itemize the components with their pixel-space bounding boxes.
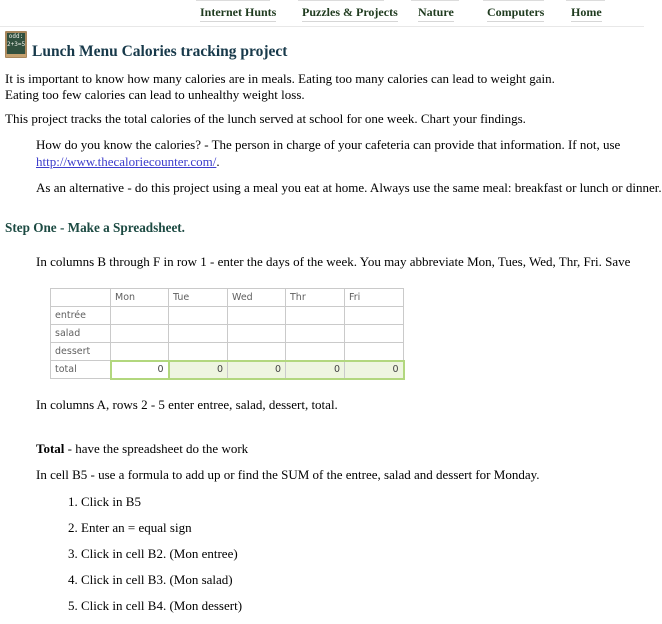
sheet-cell (345, 343, 404, 361)
intro-paragraph-2: This project tracks the total calories of the lunch served at school for one week. Chart your findings. (5, 111, 526, 126)
sheet-col-fri: Fri (345, 289, 404, 307)
total-heading-line (36, 441, 248, 457)
cell-b5-instruction: In cell B5 - use a formula to add up or find the SUM of the entree, salad and dessert for Monday. (36, 467, 540, 482)
sum-step-2: 2. Enter an = equal sign (81, 520, 242, 535)
sum-step-4: 4. Click in cell B3. (Mon salad) (81, 572, 242, 587)
sheet-col-thr: Thr (286, 289, 345, 307)
sheet-row-label: salad (51, 325, 111, 343)
link-period: . (216, 154, 220, 169)
nav-link-internet-hunts[interactable]: Internet Hunts (200, 5, 276, 22)
calories-question-line-1: How do you know the calories? - The person in charge of your cafeteria can provide that information. If not, use (36, 137, 621, 152)
sheet-cell (169, 343, 228, 361)
sheet-cell-b5-active: 0 (111, 361, 169, 379)
calorie-counter-link[interactable]: http://www.thecaloriecounter.com/ (36, 154, 217, 169)
nav-top-border (483, 0, 544, 1)
sheet-row-label: entrée (51, 307, 111, 325)
nav-link-computers[interactable]: Computers (487, 5, 544, 22)
nav-top-border (566, 0, 605, 1)
spreadsheet-instruction-2: In columns A, rows 2 - 5 enter entree, salad, dessert, total. (36, 397, 338, 412)
sheet-cell (111, 325, 169, 343)
nav-link-puzzles-projects[interactable]: Puzzles & Projects (302, 5, 398, 22)
intro-paragraph-1-line-1: It is important to know how many calories are in meals. Eating too many calories can lead to weight gain. (5, 71, 555, 86)
spreadsheet-table (50, 288, 405, 380)
sum-step-3: 3. Click in cell B2. (Mon entree) (81, 546, 242, 561)
sheet-header-row (51, 289, 404, 307)
chalkboard-icon (5, 31, 27, 58)
sheet-cell: 0 (345, 361, 404, 379)
chalkboard-line-1: odd: (8, 33, 24, 40)
sheet-cell (345, 307, 404, 325)
calories-question-line-2 (36, 154, 220, 170)
spreadsheet-instruction-1: In columns B through F in row 1 - enter the days of the week. You may abbreviate Mon, Tues, Wed, Thr, Fri. Save (36, 254, 631, 269)
sheet-cell (111, 343, 169, 361)
sheet-cell (286, 343, 345, 361)
sheet-cell (228, 325, 286, 343)
sheet-row-total (51, 361, 404, 379)
sheet-row-dessert (51, 343, 404, 361)
sheet-cell (345, 325, 404, 343)
sheet-cell: 0 (286, 361, 345, 379)
sheet-cell (286, 307, 345, 325)
sheet-cell (286, 325, 345, 343)
page-title: Lunch Menu Calories tracking project (32, 43, 288, 60)
chalkboard-line-2: 2+3=5 (7, 41, 26, 48)
sheet-cell: 0 (169, 361, 228, 379)
sheet-cell (228, 307, 286, 325)
total-rest: - have the spreadsheet do the work (64, 441, 249, 456)
intro-paragraph-1-line-2: Eating too few calories can lead to unhealthy weight loss. (5, 87, 305, 102)
nav-link-home[interactable]: Home (571, 5, 602, 22)
nav-top-border (298, 0, 384, 1)
total-label: Total (36, 441, 65, 456)
sheet-corner-cell (51, 289, 111, 307)
sheet-col-tue: Tue (169, 289, 228, 307)
nav-divider (0, 26, 644, 27)
sheet-row-label: dessert (51, 343, 111, 361)
sheet-row-label: total (51, 361, 111, 379)
nav-link-nature[interactable]: Nature (418, 5, 454, 22)
sum-step-1: 1. Click in B5 (81, 494, 242, 509)
nav-top-border (196, 0, 270, 1)
sheet-cell (169, 307, 228, 325)
nav-top-border (411, 0, 459, 1)
sum-steps-list (50, 494, 242, 624)
alternative-note: As an alternative - do this project using a meal you eat at home. Always use the same meal: breakfast or lunch or dinner. (36, 180, 662, 195)
sheet-row-entree (51, 307, 404, 325)
sheet-cell (228, 343, 286, 361)
sheet-col-wed: Wed (228, 289, 286, 307)
sum-step-5: 5. Click in cell B4. (Mon dessert) (81, 598, 242, 613)
chalkboard-text (7, 33, 25, 54)
sheet-row-salad (51, 325, 404, 343)
chalkboard-tray (6, 54, 26, 57)
sheet-cell (169, 325, 228, 343)
sheet-cell (111, 307, 169, 325)
sheet-cell: 0 (228, 361, 286, 379)
step-one-heading: Step One - Make a Spreadsheet. (5, 220, 185, 235)
sheet-col-mon: Mon (111, 289, 169, 307)
